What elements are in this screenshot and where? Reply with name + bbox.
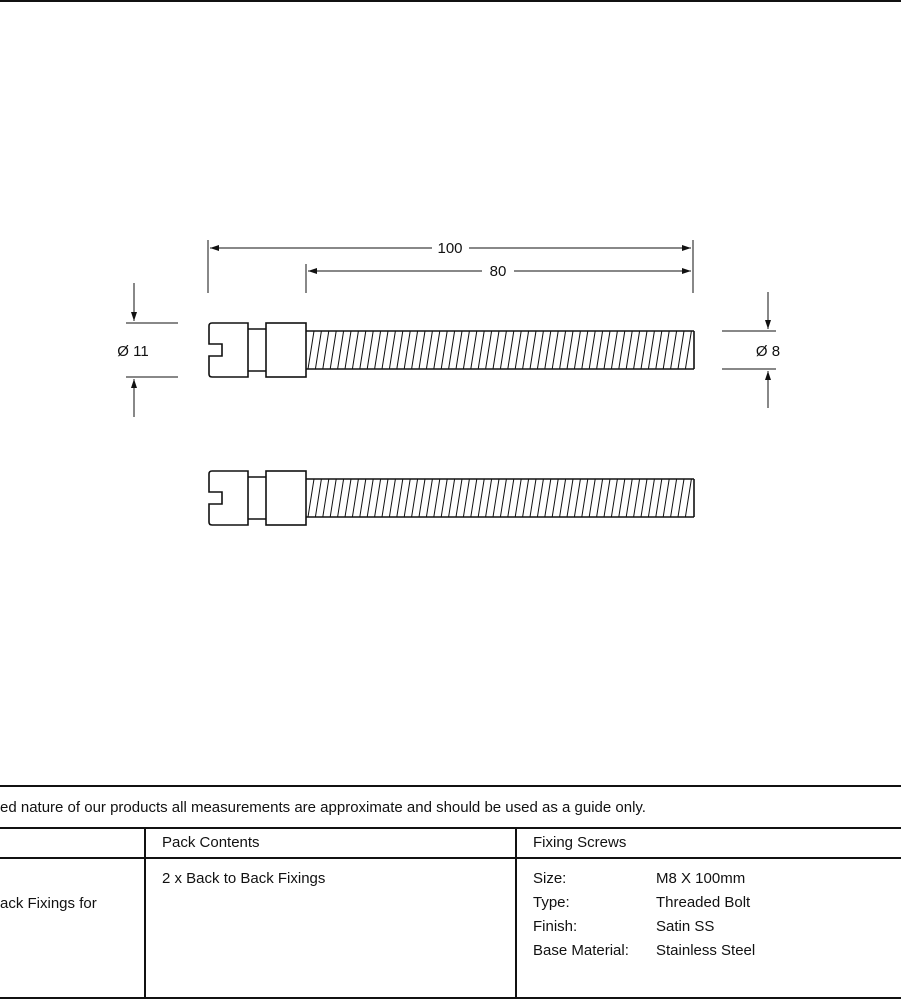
dim-thread-diameter-label: Ø 8 xyxy=(755,343,781,360)
dimension-thread-length xyxy=(306,263,691,293)
spec-type-value: Threaded Bolt xyxy=(656,894,751,911)
bolt-top-neck xyxy=(266,323,306,377)
bolt-top-thread xyxy=(308,331,691,369)
table-header-top-border xyxy=(0,827,901,829)
bolt-bottom-head xyxy=(209,471,248,525)
table-bottom-border xyxy=(0,997,901,999)
pack-contents-header: Pack Contents xyxy=(162,834,260,851)
column-divider-1 xyxy=(144,828,146,998)
dimension-overall-length xyxy=(208,240,693,293)
bolt-top xyxy=(209,323,694,377)
table-top-border xyxy=(0,785,901,787)
spec-material-label: Base Material: xyxy=(533,942,629,959)
fixing-screws-header: Fixing Screws xyxy=(533,834,627,851)
bolt-bottom-neck xyxy=(266,471,306,525)
spec-material-value: Stainless Steel xyxy=(656,942,756,959)
pack-contents-body: 2 x Back to Back Fixings xyxy=(162,870,326,887)
spec-finish-value: Satin SS xyxy=(656,918,715,935)
spec-size-label: Size: xyxy=(533,870,567,887)
spec-size-value: M8 X 100mm xyxy=(656,870,746,887)
dim-overall-label: 100 xyxy=(437,240,463,257)
table-header-bottom-border xyxy=(0,857,901,859)
dim-thread-label: 80 xyxy=(489,263,507,280)
column-1-body: ack Fixings for xyxy=(0,895,97,912)
spec-type-label: Type: xyxy=(533,894,570,911)
bolt-bottom-thread xyxy=(308,479,691,517)
dimension-thread-diameter xyxy=(722,292,780,408)
spec-finish-label: Finish: xyxy=(533,918,578,935)
bolt-bottom xyxy=(209,471,694,525)
dimension-head-diameter xyxy=(117,283,178,417)
column-divider-2 xyxy=(515,828,517,998)
disclaimer-text: ed nature of our products all measurements are approximate and should be used as a guide only. xyxy=(0,799,646,816)
dim-head-diameter-label: Ø 11 xyxy=(117,343,149,360)
bolt-top-head xyxy=(209,323,248,377)
